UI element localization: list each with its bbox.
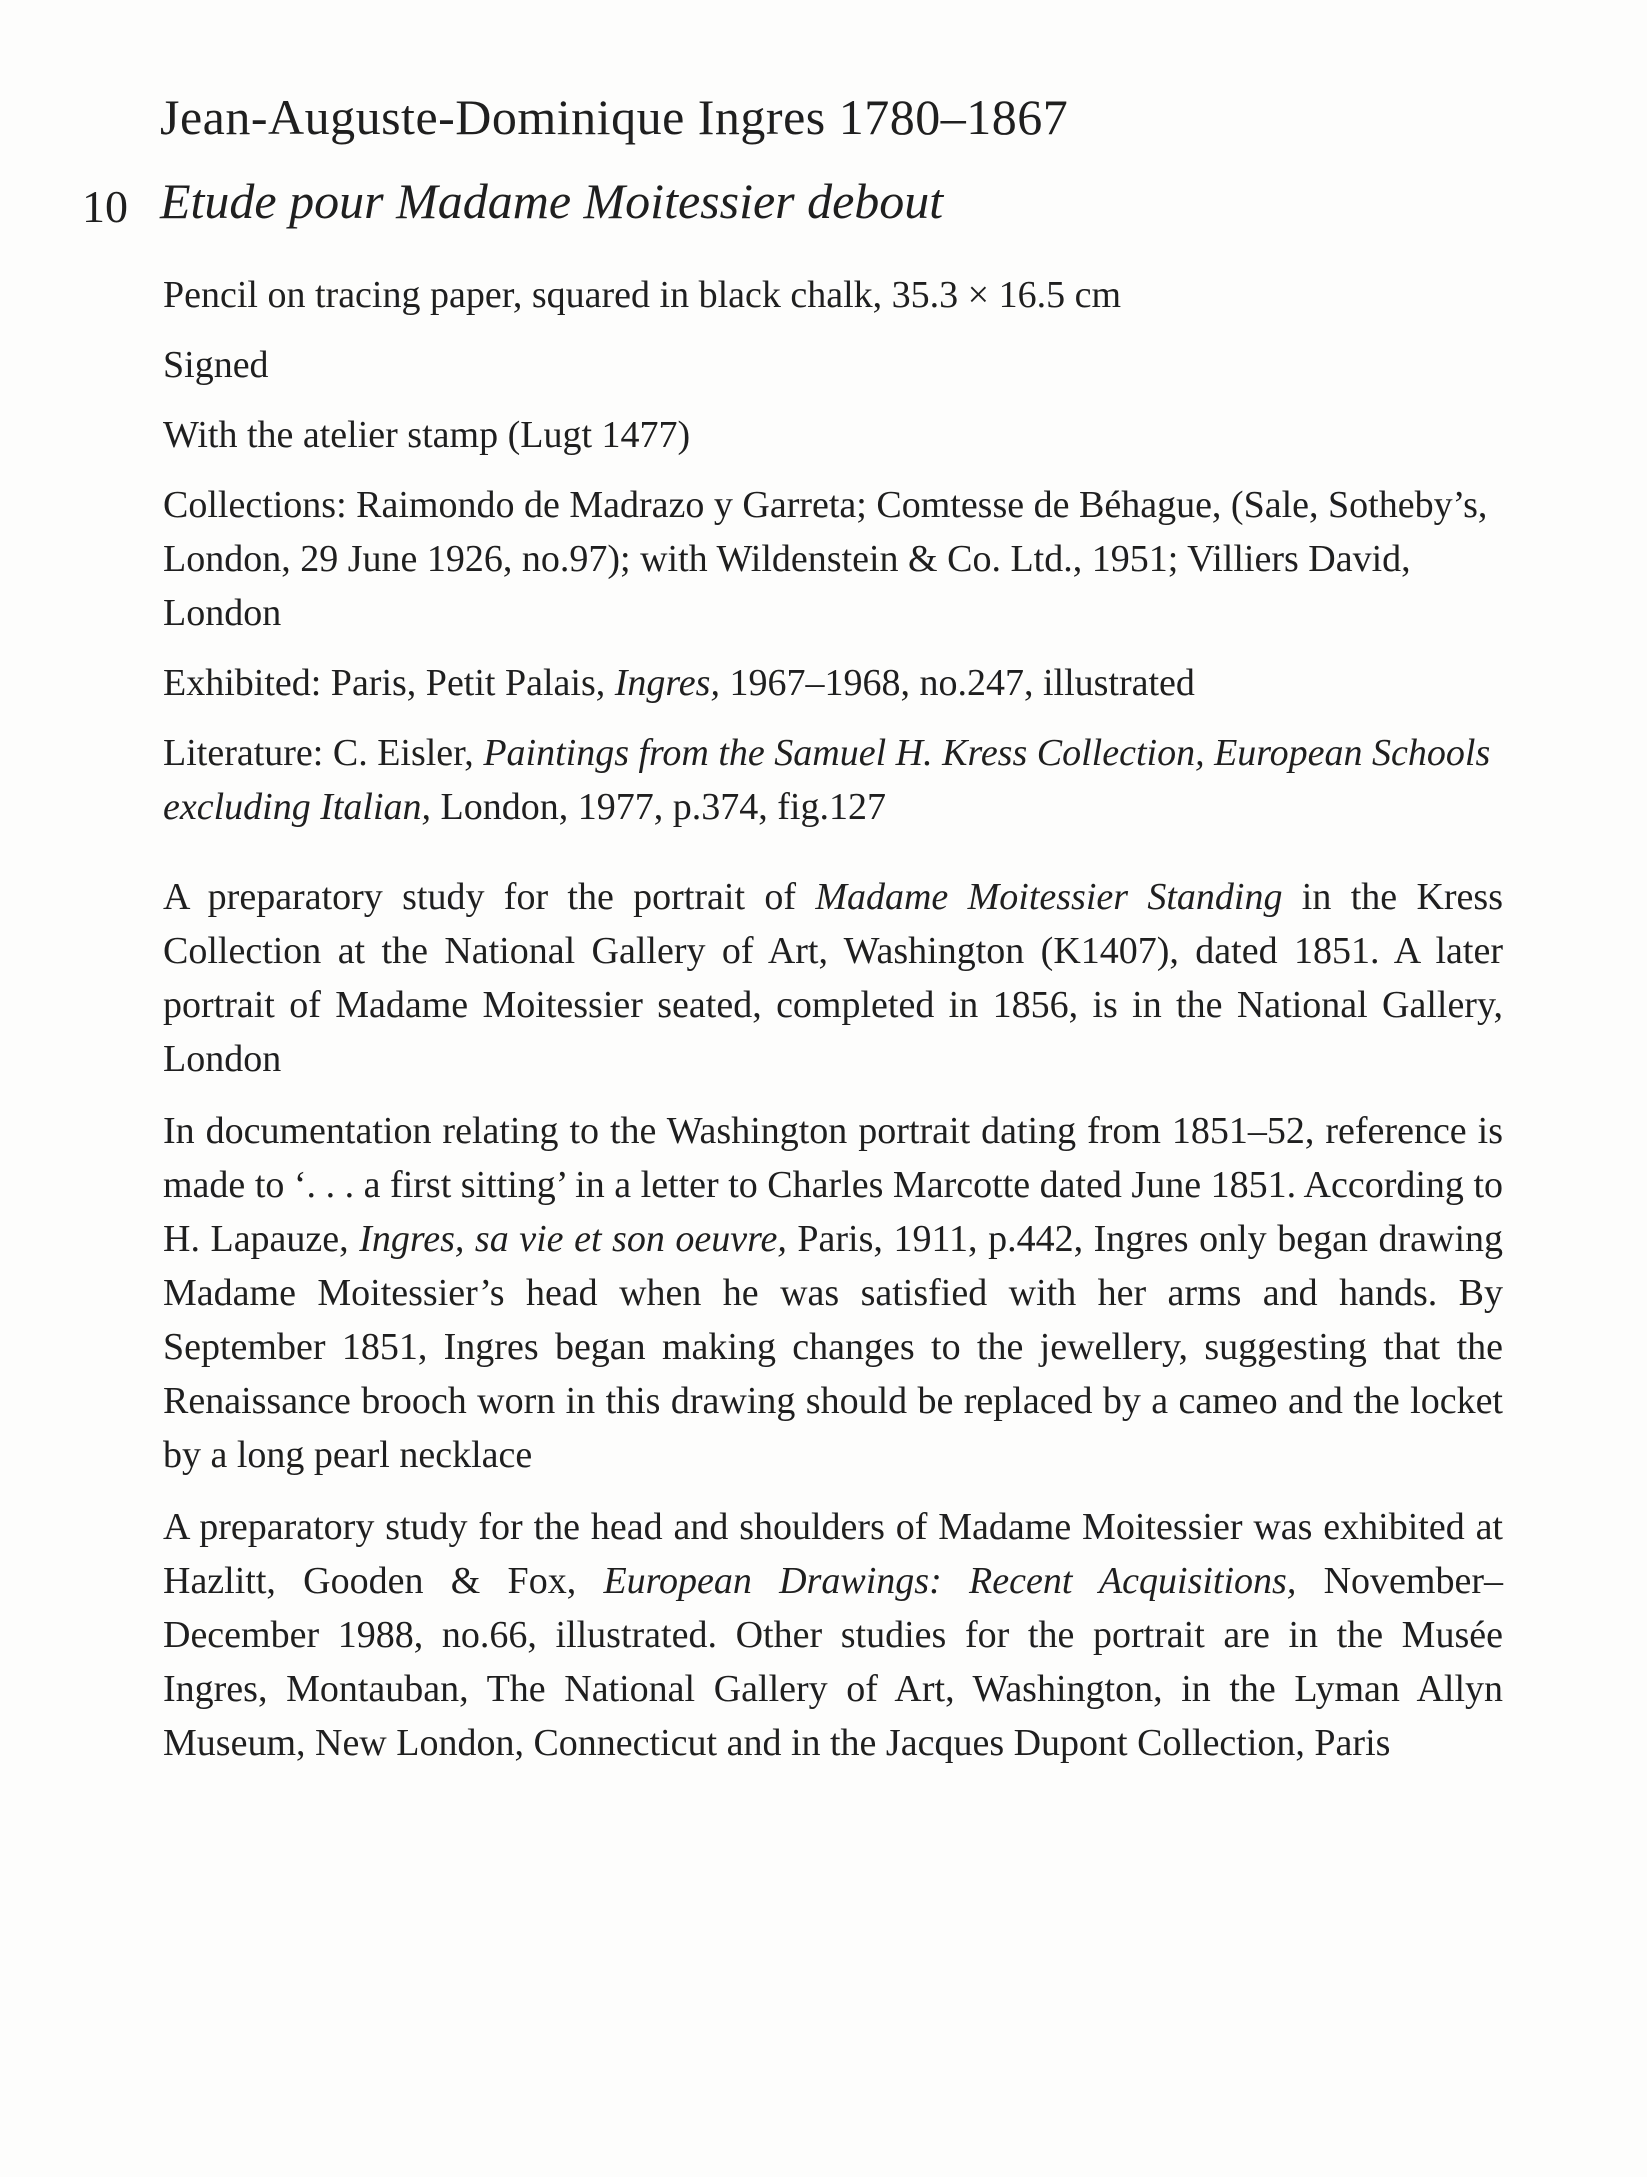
literature-line — [163, 726, 1503, 834]
exhibited-prefix: Exhibited: Paris, Petit Palais, — [163, 662, 615, 704]
essay-paragraph-2 — [163, 1104, 1503, 1482]
p2-suffix: Paris, 1911, p.442, Ingres only began drawing Madame Moitessier’s head when he was satisfied with her arms and hands. By September 1851, Ingres began making changes to the jewellery, suggesting that the Renaissance brooch worn in this drawing should be replaced by a cameo and the locket by a long pearl necklace — [163, 1218, 1503, 1476]
exhibited-title: Ingres, — [614, 662, 720, 704]
p2-prefix: In documentation relating to the Washington portrait dating from 1851–52, reference is made to ‘. . . a first sitting’ in a letter to Charles Marcotte dated June 1851. According to H. Lapauze, — [163, 1110, 1503, 1260]
exhibited-suffix: 1967–1968, no.247, illustrated — [719, 662, 1195, 704]
collections-line: Collections: Raimondo de Madrazo y Garreta; Comtesse de Béhague, (Sale, Sotheby’s, London, 29 June 1926, no.97); with Wildenstein & Co. Ltd., 1951; Villiers David, London — [163, 484, 1488, 634]
artwork-details — [163, 268, 1503, 834]
literature-title: Paintings from the Samuel H. Kress Collection, European Schools excluding Italian, — [163, 732, 1491, 828]
essay-paragraph-1 — [163, 870, 1503, 1086]
artist-heading: Jean-Auguste-Dominique Ingres 1780–1867 — [160, 89, 1069, 145]
entry-content — [163, 268, 1503, 1788]
medium-line: Pencil on tracing paper, squared in black chalk, 35.3 × 16.5 cm — [163, 274, 1122, 316]
p2-title: Ingres, sa vie et son oeuvre, — [359, 1218, 787, 1260]
literature-prefix: Literature: C. Eisler, — [163, 732, 484, 774]
artwork-title: Etude pour Madame Moitessier debout — [160, 173, 944, 229]
signed-line: Signed — [163, 344, 269, 386]
essay-body — [163, 870, 1503, 1770]
stamp-line: With the atelier stamp (Lugt 1477) — [163, 414, 691, 456]
catalogue-number: 10 — [82, 181, 128, 232]
p3-suffix: November–December 1988, no.66, illustrated. Other studies for the portrait are in the Musée Ingres, Montauban, The National Gallery of Art, Washington, in the Lyman Allyn Museum, New London, Connecticut and in the Jacques Dupont Collection, Paris — [163, 1560, 1503, 1764]
p3-title: European Drawings: Recent Acquisitions, — [603, 1560, 1297, 1602]
p1-suffix: in the Kress Collection at the National Gallery of Art, Washington (K1407), dated 1851. A later portrait of Madame Moitessier seated, completed in 1856, is in the National Gallery, London — [163, 876, 1503, 1080]
exhibited-line — [163, 656, 1503, 710]
essay-paragraph-3 — [163, 1500, 1503, 1770]
literature-suffix: London, 1977, p.374, fig.127 — [431, 786, 886, 828]
p3-prefix: A preparatory study for the head and shoulders of Madame Moitessier was exhibited at Hazlitt, Gooden & Fox, — [163, 1506, 1503, 1602]
p1-prefix: A preparatory study for the portrait of — [163, 876, 816, 918]
p1-title: Madame Moitessier Standing — [815, 876, 1283, 918]
